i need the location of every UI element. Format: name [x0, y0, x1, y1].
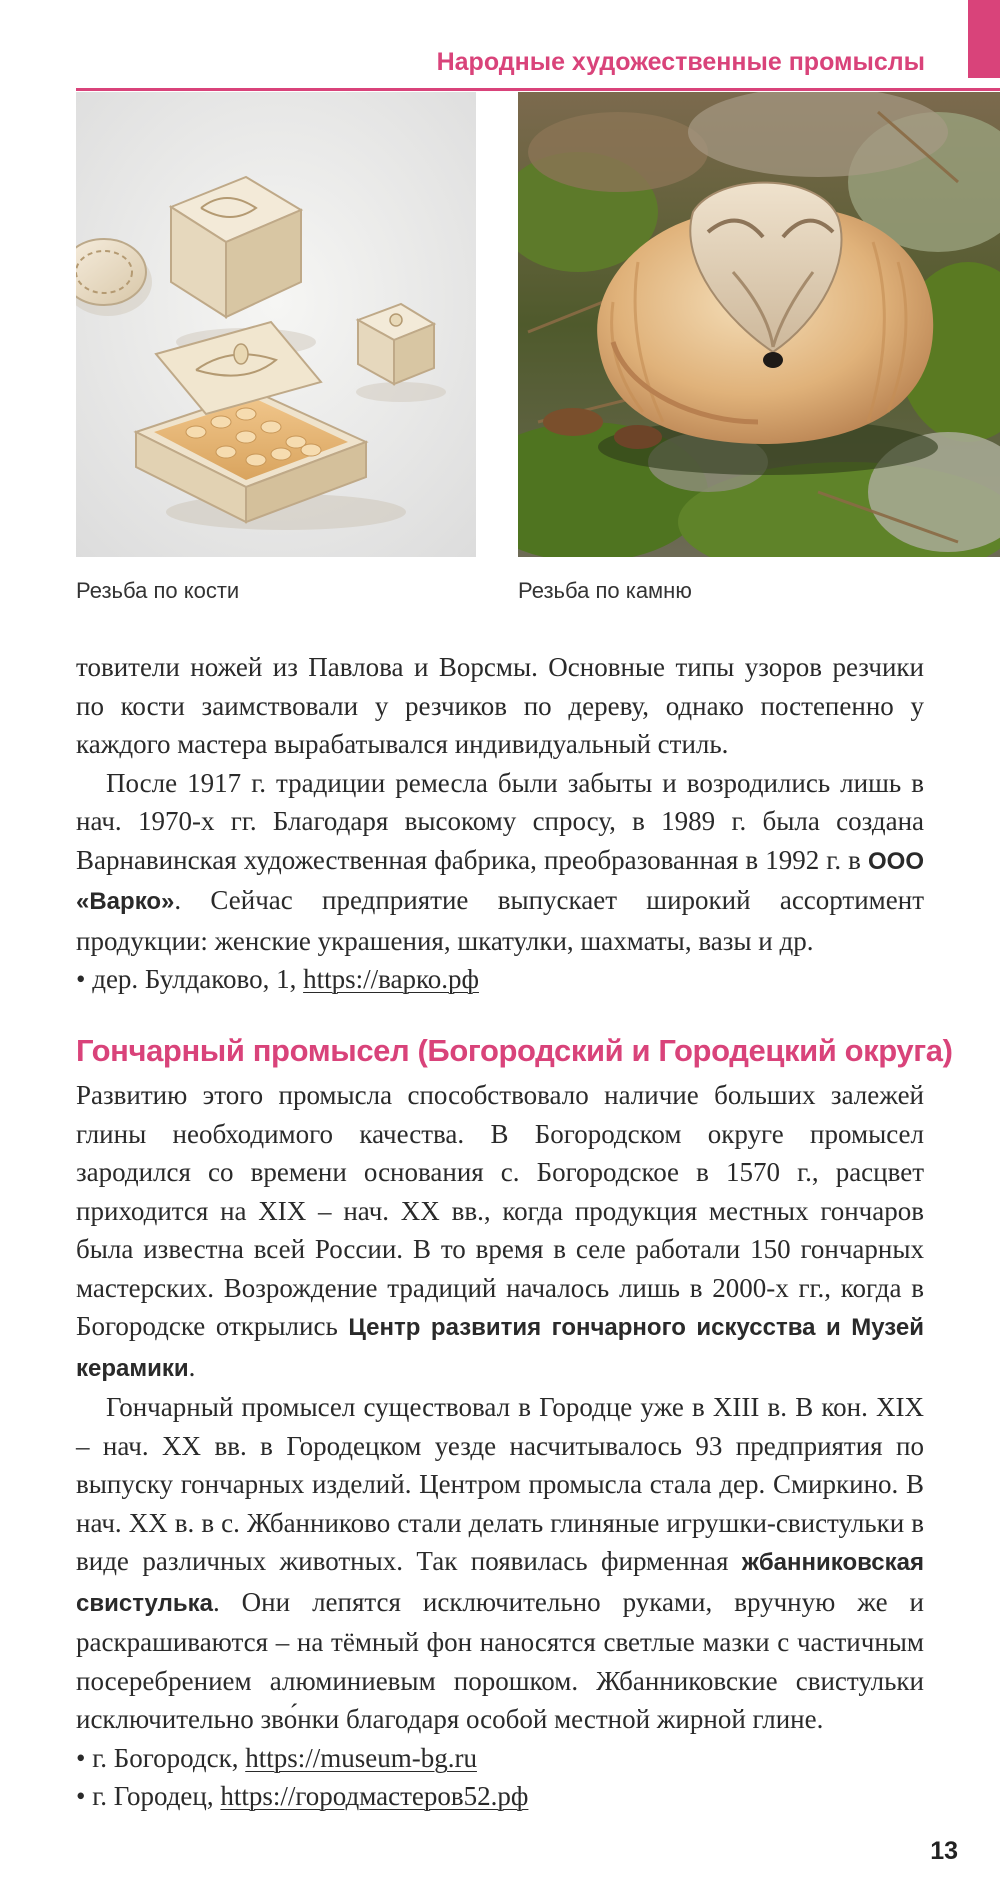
website-link[interactable]: https://museum-bg.ru — [245, 1742, 477, 1773]
paragraph-text: . Они лепятся исключительно руками, вручную же и раскрашиваются – на тёмный фон наносятся светлые мазки с частичным посеребрением алюминиевым порошком. Жбанниковские свистульки исключительно зво́нки благодаря особой местной жирной глине. — [76, 1586, 924, 1734]
paragraph-text: товители ножей из Павлова и Ворсмы. Основные типы узоров резчики по кости заимствовали у резчиков по дереву, однако постепенно у каждого мастера вырабатывался индивидуальный стиль. — [76, 652, 924, 759]
address-text: • г. Богородск, — [76, 1742, 246, 1773]
section-heading: Гончарный промысел (Богородский и Городецкий округа) — [76, 1033, 953, 1068]
paragraph-text: . — [188, 1351, 196, 1382]
section-color-tab — [968, 0, 1000, 78]
website-link[interactable]: https://городмастеров52.рф — [220, 1781, 529, 1811]
address-item — [76, 1739, 924, 1778]
website-link[interactable]: https://варко.рф — [303, 964, 479, 994]
header-divider — [76, 88, 1000, 91]
paragraph-text: Развитию этого промысла способствовало наличие больших залежей глины необходимого качества. В Богородском округе промысел зародился со времени основания с. Богородское в 1570 г., расцвет приходится на XIX – нач. XX вв., когда продукция местных гончаров была известна всей России. В то время в селе работали 150 гончарных мастерских. Возрождение традиций началось лишь в 2000-х гг., когда в Богородске открылись — [76, 1080, 924, 1341]
paragraph — [76, 648, 924, 764]
section-title: Народные художественные промыслы — [436, 48, 925, 76]
museum-name: Центр развития гончарного искусства и Музей керамики — [76, 1314, 924, 1382]
paragraph — [76, 764, 924, 961]
company-name: ООО «Варко» — [76, 847, 924, 915]
address-item — [76, 960, 924, 999]
address-text: • г. Городец, — [76, 1781, 221, 1811]
address-text: • дер. Булдаково, 1, — [76, 964, 304, 994]
paragraph — [76, 1076, 924, 1388]
address-item — [76, 1777, 924, 1816]
paragraph-text: Гончарный промысел существовал в Городце уже в XIII в. В кон. XIX – нач. XX вв. в Городецком уезде насчитывалось 93 предприятия по выпуску гончарных изделий. Центром промысла стала дер. Смиркино. В нач. XX в. в с. Жбанниково стали делать глиняные игрушки-свистульки в виде различных животных. Так появилась фирменная — [76, 1392, 924, 1576]
photo-caption-stone: Резьба по камню — [518, 578, 692, 603]
page-header — [0, 0, 1000, 92]
pottery-text — [76, 1076, 924, 1816]
paragraph — [76, 1388, 924, 1739]
photo-caption-bone: Резьба по кости — [76, 578, 240, 603]
toy-name: жбанниковская свистулька — [76, 1549, 924, 1617]
stone-carving-photo — [518, 92, 1000, 557]
paragraph-text: . Сейчас предприятие выпускает широкий ассортимент продукции: женские украшения, шкатулки, шахматы, вазы и др. — [76, 885, 924, 956]
bone-carving-photo — [76, 92, 476, 557]
paragraph-text: После 1917 г. традиции ремесла были забыты и возродились лишь в нач. 1970-х гг. Благодаря высокому спросу, в 1989 г. была создана Варнавинская художественная фабрика, преобразованная в 1992 г. в — [76, 767, 924, 875]
intro-text — [76, 648, 924, 999]
page-number: 13 — [930, 1837, 958, 1865]
